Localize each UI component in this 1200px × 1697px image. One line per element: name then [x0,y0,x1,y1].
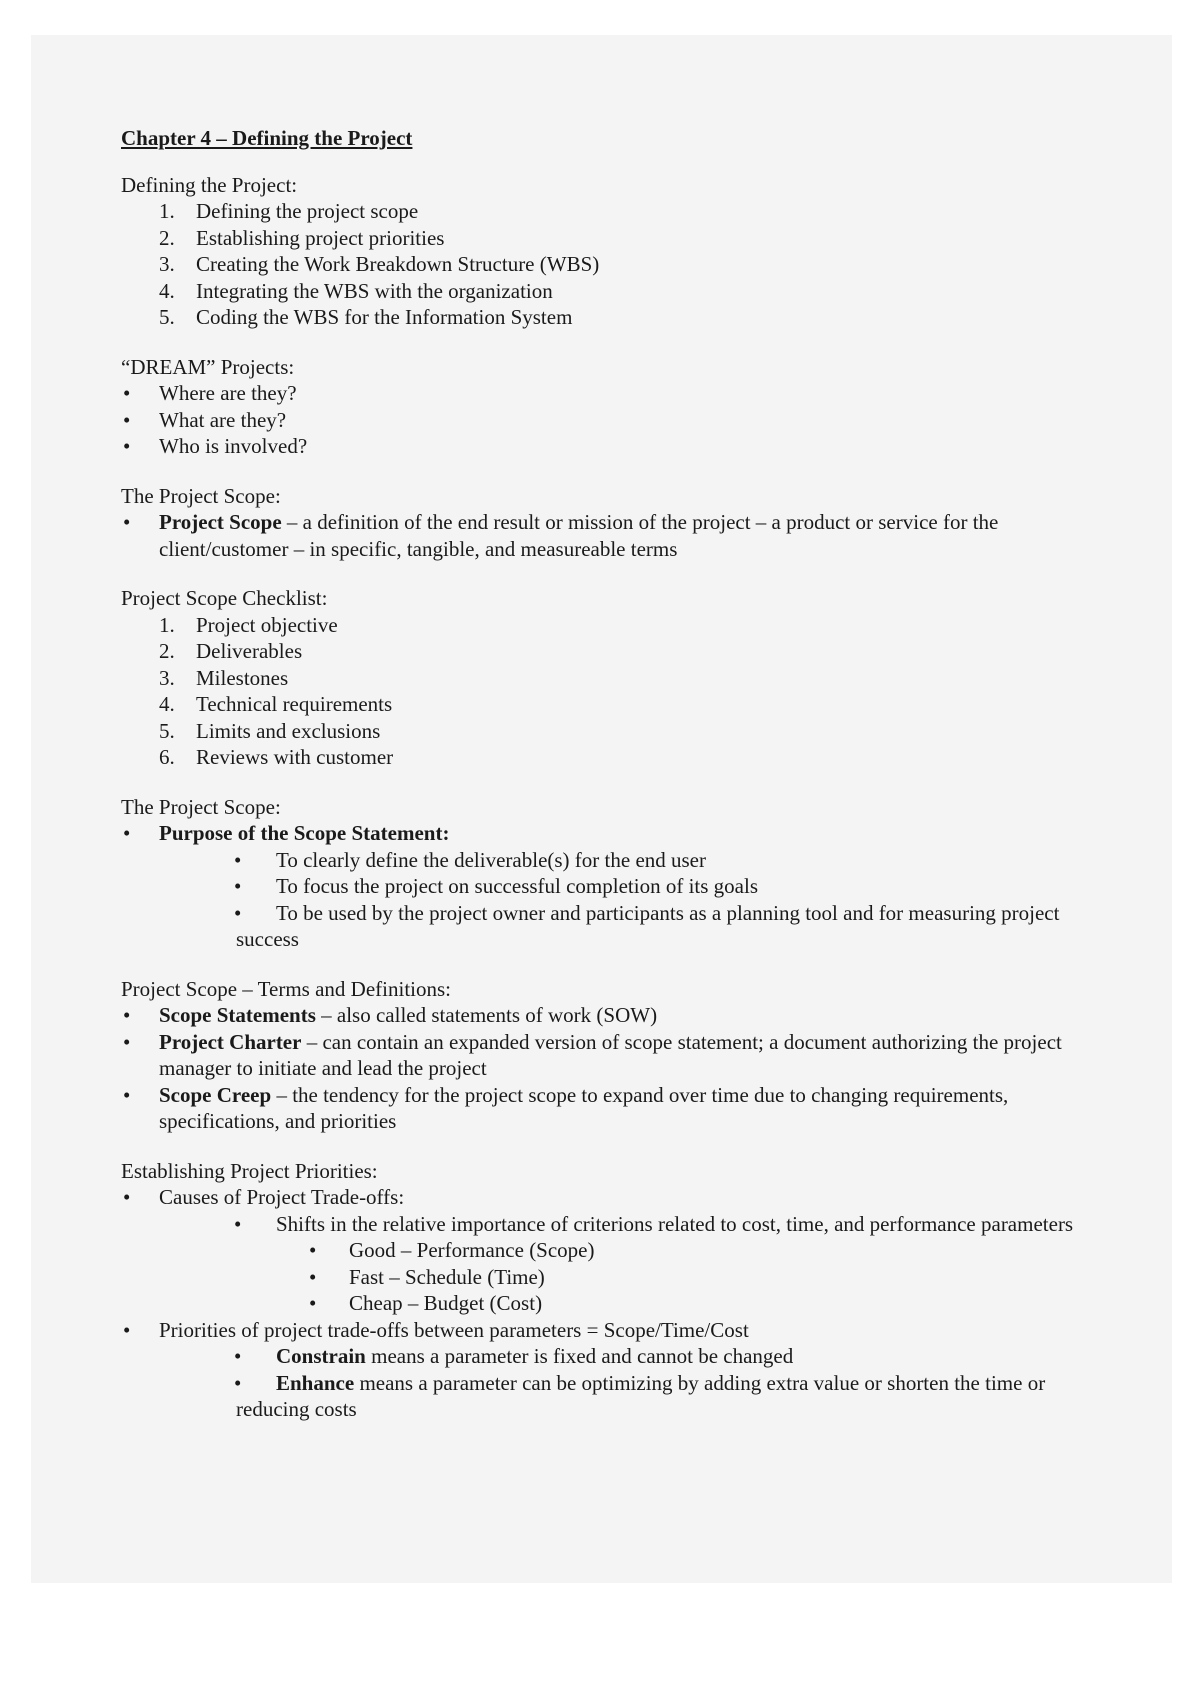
definition: – can contain an expanded version of scope statement; a document authorizing the project manager to initiate and lead the project [159,1029,1062,1080]
term: Project Scope [159,510,282,534]
list-item: 2. Establishing project priorities [159,225,445,250]
document-content [121,125,1101,1446]
list-item: 5. Coding the WBS for the Information System [159,305,573,329]
list-item: 5. Limits and exclusions [159,718,381,743]
section-heading: Defining the Project: [121,172,298,197]
bullet-list [121,380,1101,460]
term: Project Charter [159,1029,302,1054]
bullet-list [121,1184,1101,1211]
sub-bullet-list [121,1343,1101,1423]
section-project-scope [121,483,1101,563]
list-item: • Constrain means a parameter is fixed and cannot be changed [234,1344,794,1368]
list-item: • Where are they? [121,380,1101,407]
sub-sub-bullet-list [121,1237,1101,1317]
section-scope-checklist [121,585,1101,771]
term: Purpose of the Scope Statement: [159,821,450,845]
definition: – also called statements of work (SOW) [315,1003,658,1027]
section-heading: Project Scope Checklist: [121,586,328,610]
document-page [31,35,1172,1583]
term: Scope Creep [159,1082,272,1107]
list-item: 3. Creating the Work Breakdown Structure (WBS) [159,252,600,276]
section-project-priorities [121,1158,1101,1423]
section-heading: Establishing Project Priorities: [121,1158,378,1183]
bullet-list [121,509,1101,562]
list-item: • To focus the project on successful completion of its goals [234,874,759,898]
list-item: • To be used by the project owner and participants as a planning tool and for measuring project success [234,900,1060,951]
list-item [121,509,1101,562]
sub-bullet-list [121,1211,1101,1238]
term: Scope Statements [159,1003,316,1027]
list-item: 3. Milestones [159,665,289,690]
list-item [121,1082,1101,1135]
list-item [121,820,1101,847]
section-heading: The Project Scope: [121,794,281,819]
numbered-list [121,198,1101,331]
bullet-list [121,820,1101,847]
term: Constrain [276,1344,366,1368]
list-item [121,1002,1101,1029]
section-scope-statement [121,794,1101,953]
list-item: • Priorities of project trade-offs between parameters = Scope/Time/Cost [121,1317,1101,1344]
definition: – a definition of the end result or mission of the project – a product or service for the client/customer – in specific, tangible, and measureable terms [159,510,999,561]
section-terms-definitions [121,976,1101,1135]
section-heading: “DREAM” Projects: [121,354,295,379]
list-item: • What are they? [121,407,1101,434]
definition: – the tendency for the project scope to expand over time due to changing requirements, specifications, and priorities [159,1082,1009,1133]
list-item [121,1029,1101,1082]
list-item: • Who is involved? [121,433,1101,460]
list-item: 1. Defining the project scope [159,199,419,223]
list-item: 4. Integrating the WBS with the organization [159,278,553,303]
sub-bullet-list [121,847,1101,953]
list-item: • Fast – Schedule (Time) [121,1264,1101,1291]
section-defining-project [121,172,1101,331]
list-item: 1. Project objective [159,612,338,637]
list-item: 6. Reviews with customer [159,745,394,769]
list-item: • Good – Performance (Scope) [121,1237,1101,1264]
list-item: • Enhance means a parameter can be optimizing by adding extra value or shorten the time or reducing costs [234,1370,1046,1421]
page-title: Chapter 4 – Defining the Project [121,126,413,150]
definition: means a parameter can be optimizing by adding extra value or shorten the time or reducing costs [236,1370,1046,1421]
definition: means a parameter is fixed and cannot be changed [365,1344,794,1368]
section-dream-projects [121,354,1101,460]
bullet-list [121,1317,1101,1344]
numbered-list [121,612,1101,771]
section-heading: Project Scope – Terms and Definitions: [121,976,452,1001]
list-item: • Cheap – Budget (Cost) [121,1290,1101,1317]
list-item: • Causes of Project Trade-offs: [121,1184,1101,1211]
bullet-list [121,1002,1101,1135]
term: Enhance [276,1370,355,1395]
list-item: • Shifts in the relative importance of criterions related to cost, time, and performance parameters [234,1211,1074,1236]
section-heading: The Project Scope: [121,483,281,508]
list-item: • To clearly define the deliverable(s) for the end user [234,847,706,872]
list-item: 4. Technical requirements [159,692,393,716]
list-item: 2. Deliverables [159,639,303,663]
